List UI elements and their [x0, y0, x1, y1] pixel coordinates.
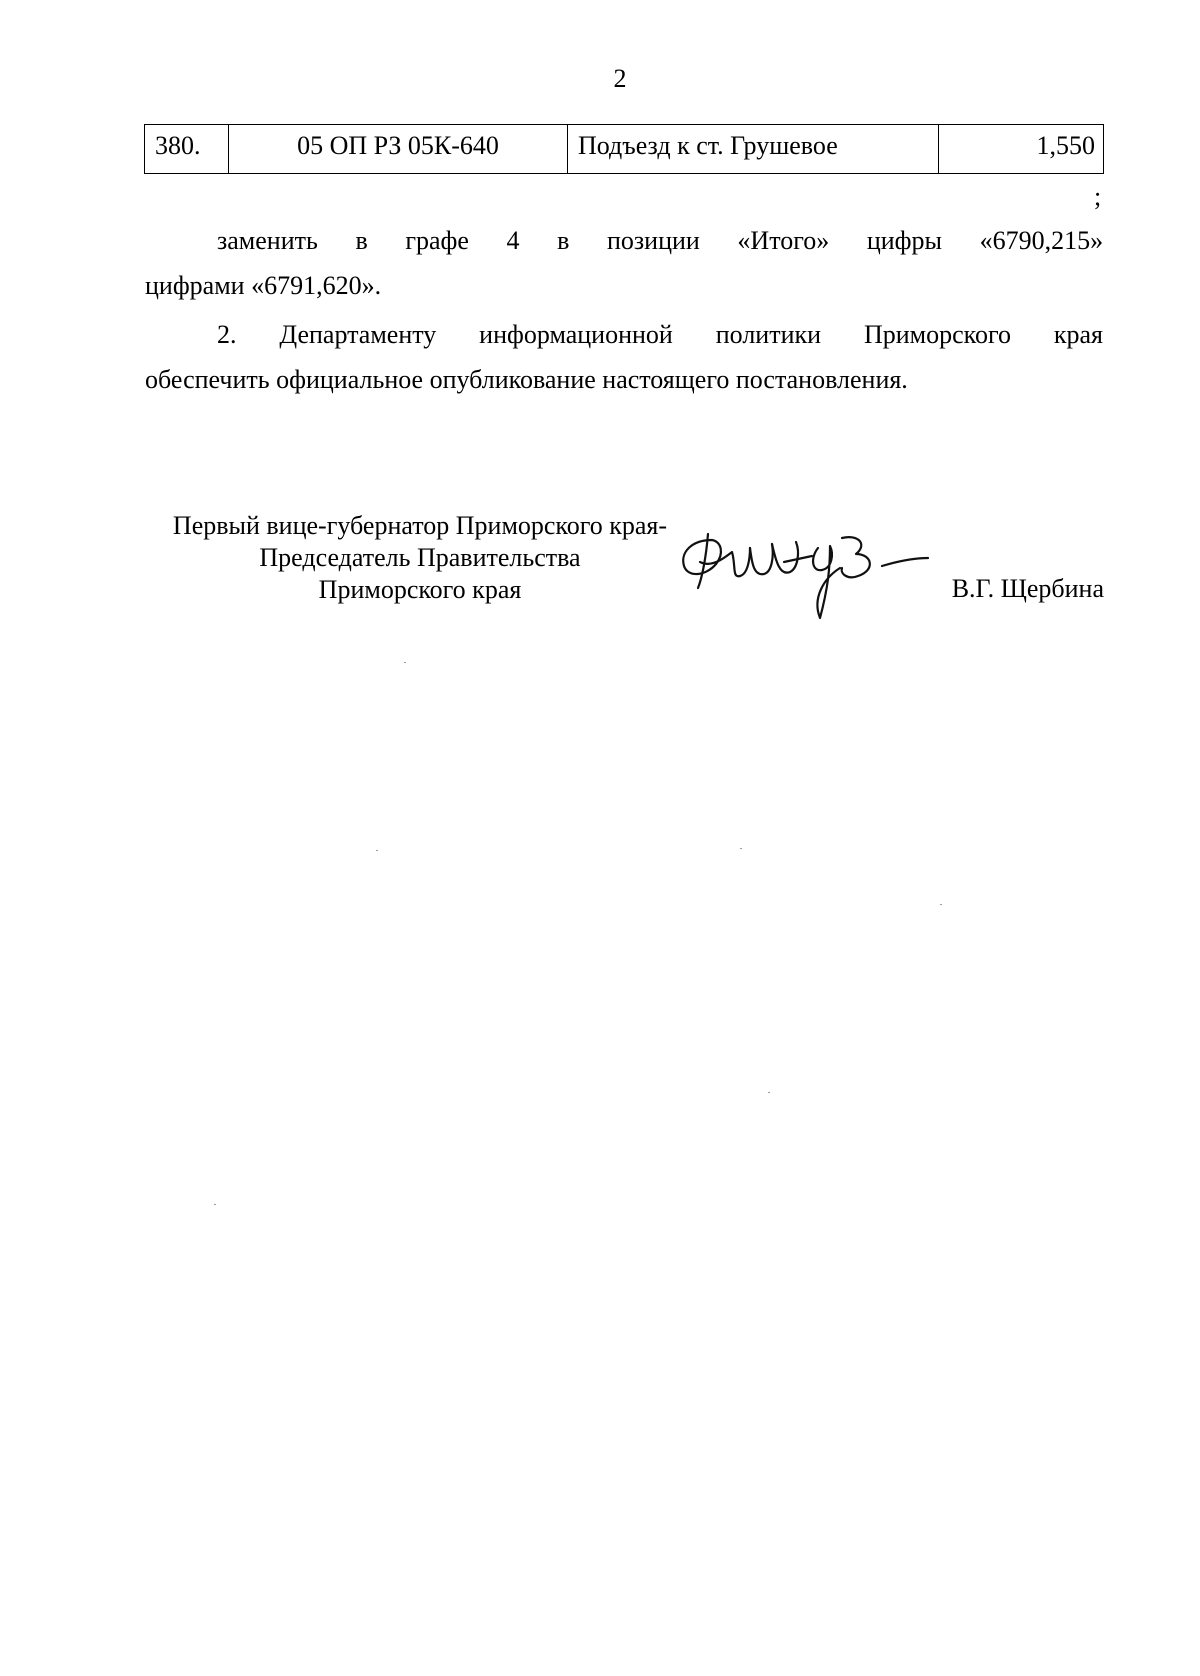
scan-speck [768, 1092, 770, 1093]
road-length-cell: 1,550 [1036, 131, 1095, 160]
word: информационной [479, 320, 673, 349]
word: позиции [606, 226, 700, 255]
signatory-title-line: Первый вице-губернатор Приморского края- [172, 511, 668, 540]
signatory-name: В.Г. Щербина [951, 574, 1104, 603]
paragraph-line: цифрами «6791,620». [145, 271, 382, 300]
paragraph-line [145, 312, 1103, 357]
road-code-cell: 05 ОП РЗ 05К-640 [229, 125, 568, 173]
paragraph-replace-total [145, 218, 1103, 308]
word: 2. [217, 320, 237, 349]
word: в [557, 226, 570, 255]
word: политики [715, 320, 822, 349]
word: «Итого» [737, 226, 830, 255]
roads-table-row [144, 124, 1104, 174]
signatory-title [130, 510, 710, 606]
word: края [1053, 320, 1104, 349]
word: 4 [506, 226, 520, 255]
signatory-title-line: Председатель Правительства [259, 543, 581, 572]
road-name-cell: Подъезд к ст. Грушевое [568, 125, 939, 173]
paragraph-line: обеспечить официальное опубликование настоящего постановления. [145, 365, 908, 394]
table-closing-semicolon: ; [1094, 182, 1102, 211]
word: цифры [866, 226, 942, 255]
word: графе [405, 226, 469, 255]
paragraph-line [145, 218, 1103, 263]
signatory-title-line: Приморского края [318, 575, 522, 604]
scan-speck [940, 904, 942, 905]
word: заменить [217, 226, 318, 255]
row-number-cell: 380. [145, 125, 229, 173]
word: «6790,215» [979, 226, 1104, 255]
word: в [355, 226, 368, 255]
scan-speck [214, 1204, 216, 1205]
page-number: 2 [613, 64, 627, 93]
paragraph-publication [145, 312, 1103, 402]
scan-speck [376, 850, 378, 851]
scan-speck [740, 848, 742, 849]
word: Приморского [863, 320, 1011, 349]
scan-speck [404, 662, 406, 663]
word: Департаменту [279, 320, 437, 349]
handwritten-signature [672, 518, 932, 628]
